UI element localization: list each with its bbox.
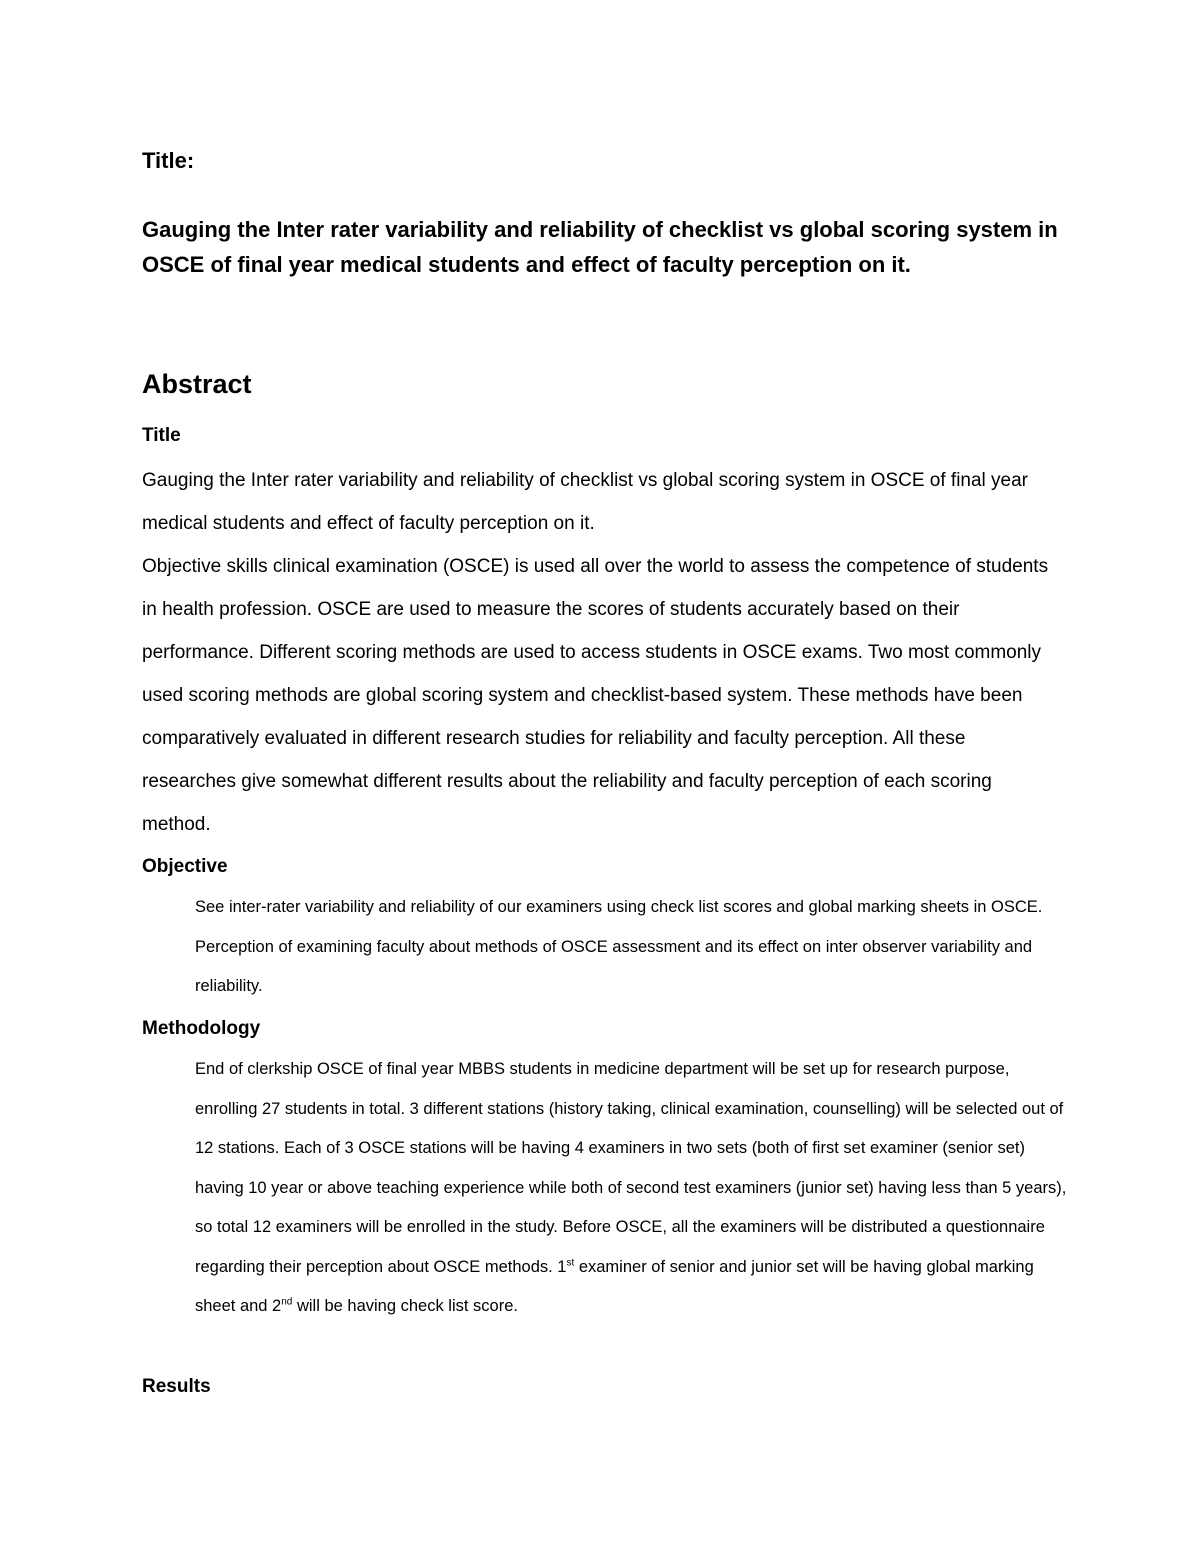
methodology-text-part-3: will be having check list score. [292,1297,518,1315]
main-title: Gauging the Inter rater variability and reliability of checklist vs global scoring system in OSCE of final year medical students and effect of faculty perception on it. [142,217,1058,277]
abstract-title-text: Gauging the Inter rater variability and reliability of checklist vs global scoring system in OSCE of final year medical students and effect of faculty perception on it. [142,470,1029,534]
superscript-st: st [566,1257,575,1268]
superscript-nd: nd [281,1296,293,1308]
results-heading: Results [142,1376,211,1397]
abstract-title-heading: Title [142,425,181,446]
objective-heading: Objective [142,856,228,877]
abstract-heading: Abstract [142,369,252,399]
methodology-heading: Methodology [142,1018,261,1039]
title-label: Title: [142,148,195,173]
abstract-intro-text: Objective skills clinical examination (OSCE) is used all over the world to assess the competence of students in health profession. OSCE are used to measure the scores of students accurately based on their performance. Different scoring methods are used to access students in OSCE exams. Two most commonly used scoring methods are global scoring system and checklist-based system. These methods have been comparatively evaluated in different research studies for reliability and faculty perception. All these researches give somewhat different results about the reliability and faculty perception of each scoring method. [142,556,1049,835]
methodology-text-part-1: End of clerkship OSCE of final year MBBS students in medicine department will be set up for research purpose, enrolling 27 students in total. 3 different stations (history taking, clinical examination, counselling) will be selected out of 12 stations. Each of 3 OSCE stations will be having 4 examiners in two sets (both of first set examiner (senior set) having 10 year or above teaching experience while both of second test examiners (junior set) having less than 5 years), so total 12 examiners will be enrolled in the study. Before OSCE, all the examiners will be distributed a questionnaire regarding their perception about OSCE methods. 1 [195,1060,1067,1276]
methodology-text-part-2: examiner of senior and junior set will be having global marking sheet and 2 [195,1257,1034,1315]
abstract-body [142,459,1062,846]
methodology-text [195,1050,1075,1327]
objective-text: See inter-rater variability and reliability of our examiners using check list scores and global marking sheets in OSCE. Perception of examining faculty about methods of OSCE assessment and its effect on inter observer variability and reliability. [195,898,1043,995]
